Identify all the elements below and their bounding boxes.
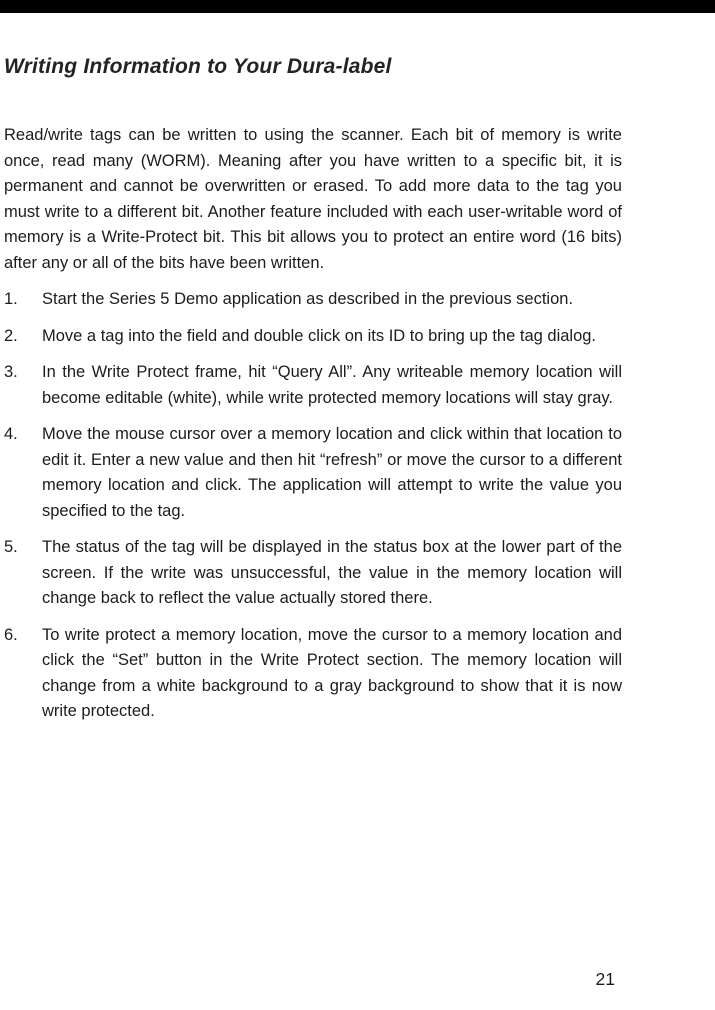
list-item (4, 360, 622, 411)
intro-paragraph: Read/write tags can be written to using the scanner. Each bit of memory is write once, read many (WORM). Meaning after you have written to a specific bit, it is permanent and cannot be overwritten or erased. To add more data to the tag you must write to a different bit. Another feature included with each user-writable word of memory is a Write-Protect bit. This bit allows you to protect an entire word (16 bits) after any or all of the bits have been written. (4, 126, 622, 272)
list-item (4, 535, 622, 612)
numbered-list (4, 287, 622, 725)
list-item-text: Start the Series 5 Demo application as described in the previous section. (42, 290, 574, 308)
list-item-text: The status of the tag will be displayed in the status box at the lower part of the screen. If the write was unsuccessful, the value in the memory location will change back to reflect the value actually stored there. (42, 538, 622, 607)
list-item-number: 6. (4, 625, 18, 644)
list-item-number: 4. (4, 425, 18, 443)
page-number: 21 (595, 969, 615, 989)
list-item-number: 5. (4, 538, 18, 556)
page-title: Writing Information to Your Dura-label (4, 55, 392, 78)
list-item (4, 623, 622, 725)
document-page (4, 13, 622, 725)
list-item-text: Move the mouse cursor over a memory location and click within that location to edit it. Enter a new value and then hit “refresh” or move the cursor to a different memory location and click. The application will attempt to write the value you specified to the tag. (42, 425, 622, 520)
list-item-text: Move a tag into the field and double click on its ID to bring up the tag dialog. (42, 326, 597, 345)
list-item-number: 2. (4, 326, 18, 345)
list-item-text: To write protect a memory location, move the cursor to a memory location and click the “Set” button in the Write Protect section. The memory location will change from a white background to a gray background to show that it is now write protected. (42, 625, 622, 720)
list-item (4, 422, 622, 524)
list-item-number: 3. (4, 363, 18, 381)
list-item-number: 1. (4, 290, 18, 308)
list-item (4, 287, 622, 313)
list-item-text: In the Write Protect frame, hit “Query All”. Any writeable memory location will become editable (white), while write protected memory locations will stay gray. (42, 363, 622, 407)
top-black-bar (0, 0, 715, 13)
list-item (4, 324, 622, 350)
